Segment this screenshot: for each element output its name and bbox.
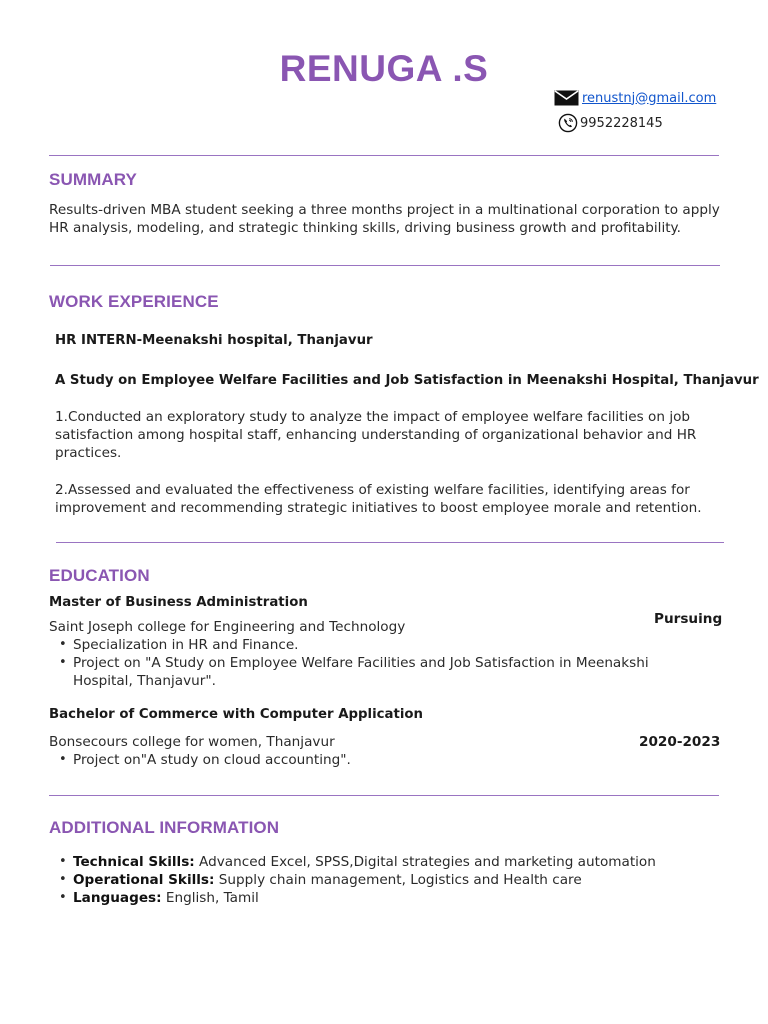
college-name: Bonsecours college for women, Thanjavur xyxy=(49,734,335,750)
work-project-title: A Study on Employee Welfare Facilities and Job Satisfaction in Meenakshi Hospital, Thanjavur xyxy=(55,373,759,388)
work-role: HR INTERN-Meenakshi hospital, Thanjavur xyxy=(55,333,373,348)
phone-icon xyxy=(558,113,578,133)
list-item: • Specialization in HR and Finance. xyxy=(49,636,669,654)
divider xyxy=(50,265,720,266)
degree-bullets xyxy=(49,751,669,769)
list-item: • Project on "A Study on Employee Welfare Facilities and Job Satisfaction in Meenakshi Hospital, Thanjavur". xyxy=(49,654,669,690)
skill-label: Technical Skills: xyxy=(73,854,195,870)
envelope-icon xyxy=(554,90,579,106)
skill-value: Advanced Excel, SPSS,Digital strategies and marketing automation xyxy=(194,854,656,870)
phone-number: 9952228145 xyxy=(580,115,663,131)
summary-heading: SUMMARY xyxy=(49,170,137,189)
degree-years: 2020-2023 xyxy=(639,734,721,750)
skill-value: Supply chain management, Logistics and Health care xyxy=(214,872,582,888)
education-heading: EDUCATION xyxy=(49,566,150,585)
additional-info-list xyxy=(49,853,729,907)
additional-information-heading: ADDITIONAL INFORMATION xyxy=(49,818,280,837)
list-item: • Project on"A study on cloud accounting". xyxy=(49,751,669,769)
divider xyxy=(49,795,719,796)
email-link[interactable]: renustnj@gmail.com xyxy=(582,90,717,106)
degree-status: Pursuing xyxy=(654,611,723,627)
divider xyxy=(56,542,724,543)
work-experience-heading: WORK EXPERIENCE xyxy=(49,292,219,311)
college-name: Saint Joseph college for Engineering and Technology xyxy=(49,619,406,635)
skill-label: Operational Skills: xyxy=(73,872,215,888)
degree-title: Master of Business Administration xyxy=(49,595,308,610)
degree-title: Bachelor of Commerce with Computer Application xyxy=(49,707,424,722)
list-item xyxy=(49,871,729,889)
divider xyxy=(49,155,719,156)
skill-label: Languages: xyxy=(73,890,162,906)
degree-bullets xyxy=(49,636,669,690)
work-point-2: 2.Assessed and evaluated the effectiveness of existing welfare facilities, identifying areas for improvement and recommending strategic initiatives to boost employee morale and retention. xyxy=(55,482,702,516)
email-row xyxy=(554,90,716,106)
phone-row xyxy=(558,113,663,133)
summary-text: Results-driven MBA student seeking a three months project in a multinational corporation to apply HR analysis, modeling, and strategic thinking skills, driving business growth and profitability. xyxy=(49,202,720,236)
candidate-name: RENUGA .S xyxy=(279,48,489,89)
work-point-1: 1.Conducted an exploratory study to analyze the impact of employee welfare facilities on job satisfaction among hospital staff, enhancing understanding of organizational behavior and HR practices. xyxy=(55,409,697,461)
skill-value: English, Tamil xyxy=(161,890,259,906)
list-item xyxy=(49,889,729,907)
list-item xyxy=(49,853,729,871)
